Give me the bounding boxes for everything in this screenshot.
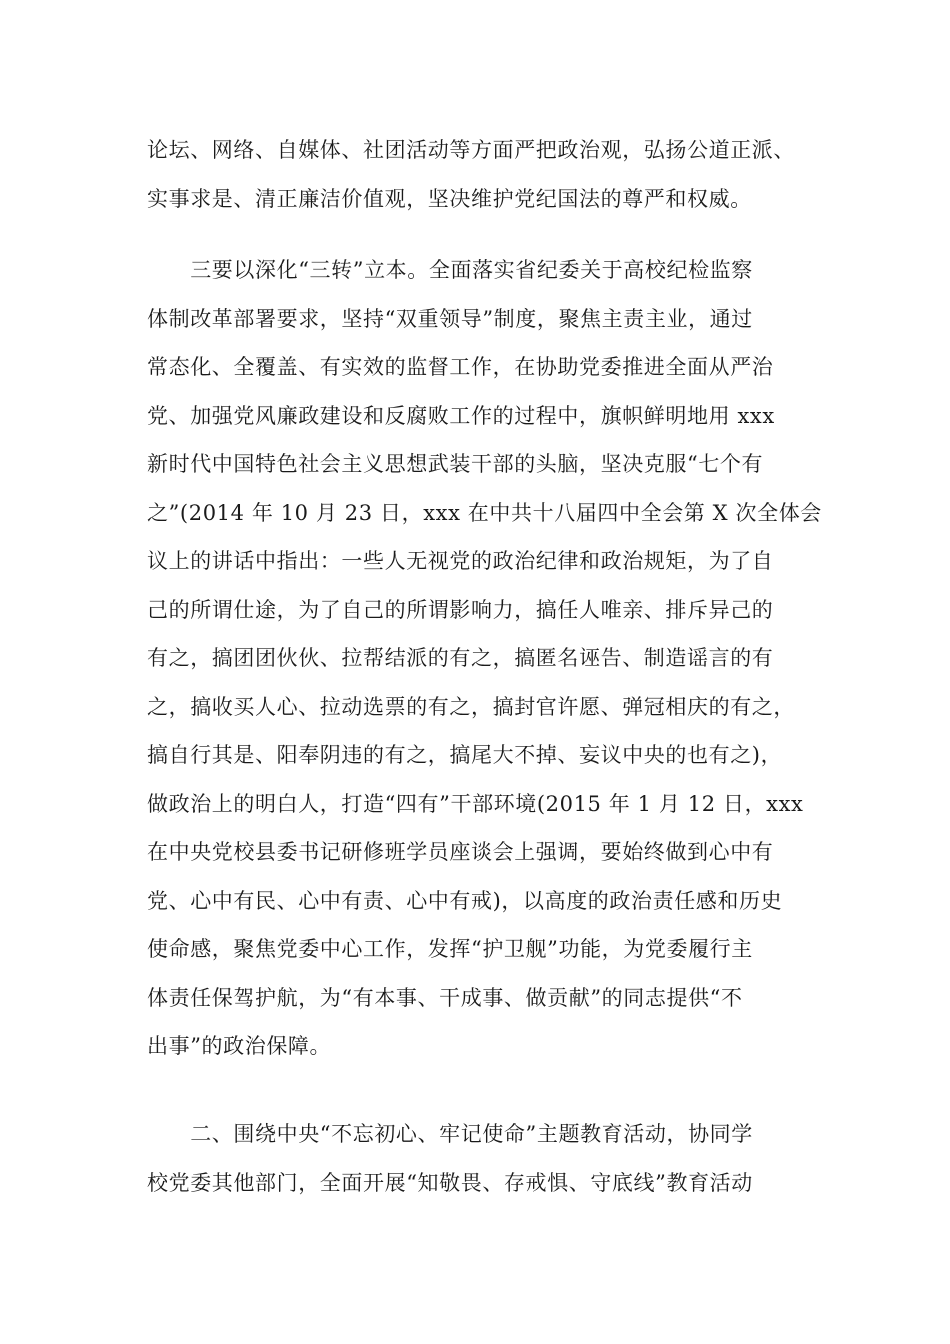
text-line: 使命感，聚焦党委中心工作，发挥“护卫舰”功能，为党委履行主	[147, 937, 753, 961]
text-line: 出事”的政治保障。	[147, 1034, 332, 1058]
text-line: 二、围绕中央“不忘初心、牢记使命”主题教育活动，协同学	[147, 1122, 753, 1146]
text-line: 体制改革部署要求，坚持“双重领导”制度，聚焦主责主业，通过	[147, 306, 753, 331]
text-line: 实事求是、清正廉洁价值观，坚决维护党纪国法的尊严和权威。	[147, 186, 752, 211]
text-line: 有之，搞团团伙伙、拉帮结派的有之，搞匿名诬告、制造谣言的有	[147, 646, 774, 670]
text-line: 新时代中国特色社会主义思想武装干部的头脑，坚决克服“七个有	[147, 452, 764, 476]
text-line: 体责任保驾护航，为“有本事、干成事、做贡献”的同志提供“不	[147, 985, 743, 1010]
text-line: 己的所谓仕途，为了自己的所谓影响力，搞任人唯亲、排斥异己的	[147, 597, 774, 622]
text-line: 论坛、网络、自媒体、社团活动等方面严把政治观，弘扬公道正派、	[147, 138, 795, 162]
text-line: 党、心中有民、心中有责、心中有戒)，以高度的政治责任感和历史	[147, 888, 783, 913]
paragraph-section-two	[147, 1110, 807, 1207]
text-line: 之”(2014 年 10 月 23 日，xxx 在中共十八届四中全会第 X 次全体会	[147, 500, 822, 525]
paragraph-continuation	[147, 126, 807, 223]
text-line: 三要以深化“三转”立本。全面落实省纪委关于高校纪检监察	[147, 258, 753, 282]
text-line: 搞自行其是、阳奉阴违的有之，搞尾大不掉、妄议中央的也有之)，	[147, 743, 783, 767]
text-line: 常态化、全覆盖、有实效的监督工作，在协助党委推进全面从严治	[147, 355, 774, 379]
paragraph-san-zhuan	[147, 246, 822, 1071]
text-line: 在中央党校县委书记研修班学员座谈会上强调，要始终做到心中有	[147, 840, 774, 864]
text-line: 校党委其他部门，全面开展“知敬畏、存戒惧、守底线”教育活动	[147, 1170, 753, 1195]
text-line: 议上的讲话中指出：一些人无视党的政治纪律和政治规矩，为了自	[147, 549, 774, 573]
text-line: 做政治上的明白人，打造“四有”干部环境(2015 年 1 月 12 日，xxx	[147, 791, 804, 816]
text-line: 之，搞收买人心、拉动选票的有之，搞封官许愿、弹冠相庆的有之，	[147, 694, 795, 719]
text-line: 党、加强党风廉政建设和反腐败工作的过程中，旗帜鲜明地用 xxx	[147, 403, 775, 428]
